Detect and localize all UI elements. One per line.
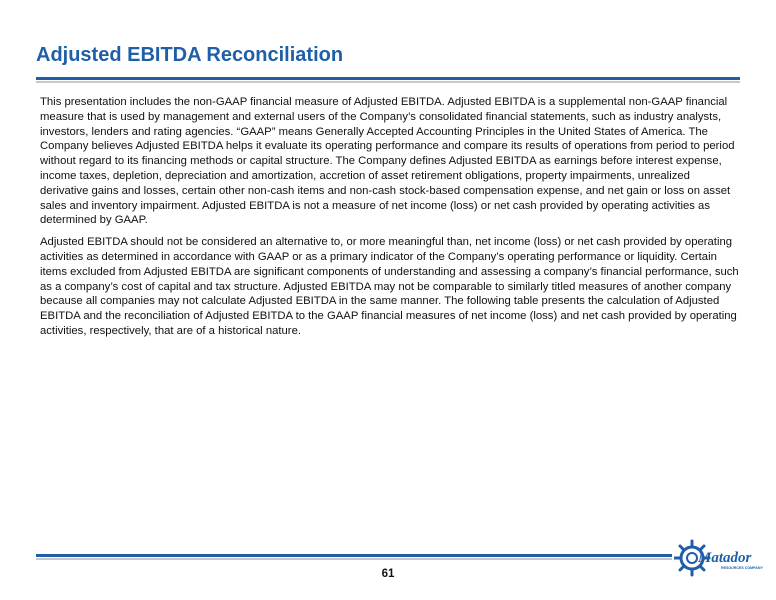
footer-divider	[36, 554, 672, 560]
logo-wordmark: Matador	[698, 550, 752, 566]
logo-tagline: RESOURCES COMPANY	[721, 566, 763, 570]
header-divider-blue	[36, 77, 740, 80]
header-divider	[36, 77, 740, 83]
footer-divider-blue	[36, 554, 672, 557]
matador-logo	[674, 538, 770, 578]
paragraph-limitations: Adjusted EBITDA should not be considered an alternative to, or more meaningful than, net income (loss) or net cash provided by operating activities as determined in accordance with GAAP or as a primary indicator of the Company’s operating performance or liquidity. Certain items excluded from Adjusted EBITDA are significant components of understanding and assessing a company’s financial performance, such as a company’s cost of capital and tax structure. Adjusted EBITDA may not be comparable to similarly titled measures of another company because all companies may not calculate Adjusted EBITDA in the same manner. The following table presents the calculation of Adjusted EBITDA and the reconciliation of Adjusted EBITDA to the GAAP financial measures of net income (loss) and net cash provided by operating activities, respectively, that are of a historical nature.	[40, 236, 739, 337]
matador-logo-icon	[674, 538, 770, 578]
body-text	[40, 95, 740, 346]
header-divider-grey	[36, 81, 740, 83]
page-number: 61	[381, 568, 395, 580]
paragraph-definition: This presentation includes the non-GAAP financial measure of Adjusted EBITDA. Adjusted EBITDA is a supplemental non-GAAP financial measure that is used by management and external users of the Company’s consolidated financial statements, such as industry analysts, investors, lenders and rating agencies. “GAAP” means Generally Accepted Accounting Principles in the United States of America. The Company believes Adjusted EBITDA helps it evaluate its operating performance and compare its results of operations from period to period without regard to its financing methods or capital structure. The Company defines Adjusted EBITDA as earnings before interest expense, income taxes, depletion, depreciation and amortization, accretion of asset retirement obligations, property impairments, unrealized derivative gains and losses, certain other non-cash items and non-cash stock-based compensation expense, and net gain or loss on asset sales and inventory impairment. Adjusted EBITDA is not a measure of net income (loss) or net cash provided by operating activities as determined by GAAP.	[40, 96, 735, 227]
page-title: Adjusted EBITDA Reconciliation	[36, 44, 344, 66]
footer-divider-grey	[36, 558, 672, 560]
